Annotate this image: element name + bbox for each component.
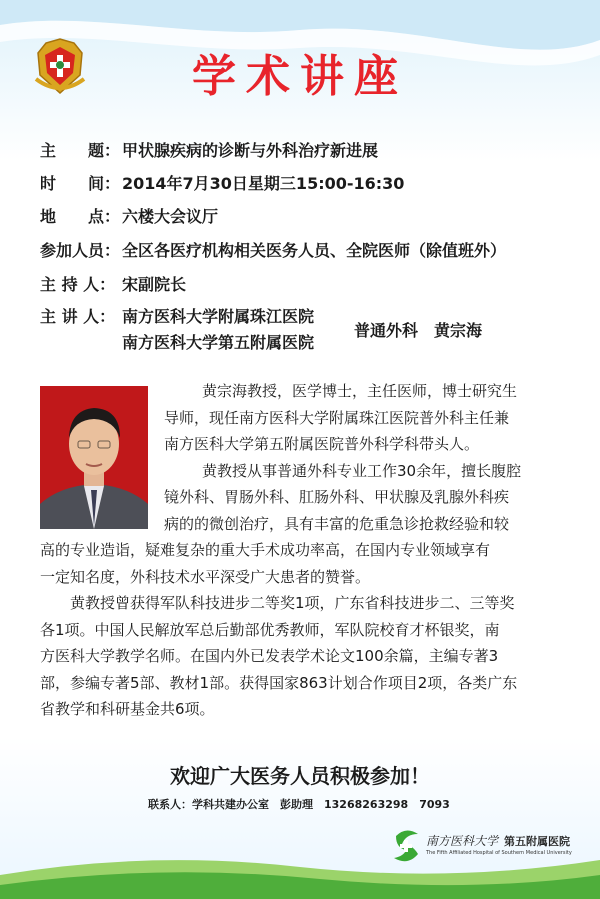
attendees-value: 全区各医疗机构相关医务人员、全院医师（除值班外） [122, 241, 507, 260]
hospital-name: 第五附属医院 [504, 835, 570, 848]
bio-line: 黄教授从事普通外科专业工作30余年，擅长腹腔 [202, 461, 522, 480]
host-value: 宋副院长 [122, 275, 187, 294]
speaker-affiliations [122, 304, 314, 356]
host-row [40, 272, 186, 295]
host-label: 主 持 人： [40, 275, 116, 294]
speaker-affiliation-2: 南方医科大学第五附属医院 [122, 333, 315, 352]
hospital-english-name: The Fifth Affiliated Hospital of Southern Medical University [426, 850, 572, 856]
speaker-row [40, 304, 122, 327]
place-label: 地 点： [40, 207, 121, 226]
welcome-message: 欢迎广大医务人员积极参加！ [170, 764, 430, 788]
topic-row [40, 138, 378, 161]
contact-info: 联系人：学科共建办公室 彭助理 13268263298 7093 [148, 798, 450, 811]
hospital-calligraphy: 南方医科大学 [426, 834, 499, 848]
hospital-logo-icon [388, 826, 424, 866]
bio-line: 黄教授曾获得军队科技进步二等奖1项，广东省科技进步二、三等奖 [70, 594, 515, 612]
topic-value: 甲状腺疾病的诊断与外科治疗新进展 [122, 141, 379, 160]
speaker-bio [40, 378, 570, 723]
speaker-department-name: 普通外科 黄宗海 [354, 321, 483, 340]
bio-line: 高的专业造诣，疑难复杂的重大手术成功率高，在国内专业领域享有 [40, 541, 491, 559]
bio-line: 省教学和科研基金共6项。 [40, 700, 215, 718]
time-value: 2014年7月30日星期三15:00-16:30 [122, 174, 405, 193]
topic-label: 主 题： [40, 141, 121, 160]
place-row [40, 204, 218, 227]
page-title: 学术讲座 [192, 51, 408, 102]
place-value: 六楼大会议厅 [122, 207, 219, 226]
bio-line: 病的的微创治疗，具有丰富的危重急诊抢救经验和较 [164, 514, 510, 533]
time-label: 时 间： [40, 174, 121, 193]
bio-line: 各1项。中国人民解放军总后勤部优秀教师，军队院校育才杯银奖，南 [40, 620, 500, 639]
bio-line: 导师，现任南方医科大学附属珠江医院普外科主任兼 [164, 408, 510, 427]
attendees-label: 参加人员： [40, 241, 121, 260]
speaker-label: 主 讲 人： [40, 307, 116, 326]
hospital-logo [388, 826, 572, 866]
bio-line: 镜外科、胃肠外科、肛肠外科、甲状腺及乳腺外科疾 [164, 488, 510, 506]
attendees-row [40, 238, 506, 261]
speaker-affiliation-1: 南方医科大学附属珠江医院 [122, 307, 315, 326]
bio-line: 南方医科大学第五附属医院普外科学科带头人。 [164, 435, 480, 453]
bio-line: 黄宗海教授，医学博士，主任医师，博士研究生 [202, 382, 518, 400]
bio-line: 部，参编专著5部、教材1部。获得国家863计划合作项目2项，各类广东 [40, 673, 518, 692]
bio-line: 方医科大学教学名师。在国内外已发表学术论文100余篇，主编专著3 [40, 647, 499, 665]
bio-line: 一定知名度，外科技术水平深受广大患者的赞誉。 [40, 567, 371, 586]
time-row [40, 171, 404, 194]
